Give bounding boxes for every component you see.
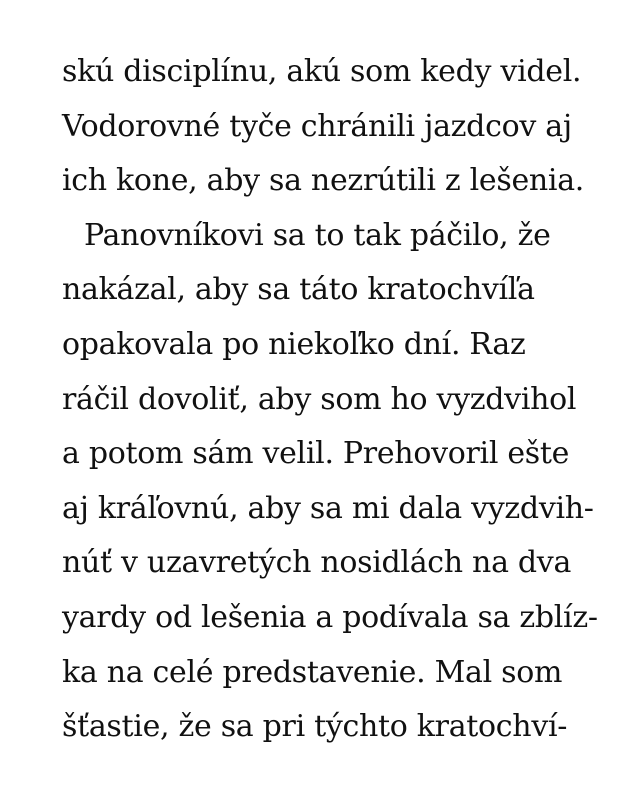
text-line-5: nakázal, aby sa táto kratochvíľa <box>62 272 535 308</box>
text-line-8: a potom sám velil. Prehovoril ešte <box>62 436 570 472</box>
text-line-2: Vodorovné tyče chránili jazdcov aj <box>62 108 572 144</box>
text-line-6: opakovala po niekoľko dní. Raz <box>62 326 526 362</box>
text-line-3: ich kone, aby sa nezrútili z lešenia. <box>62 163 585 199</box>
text-line-10: núť v uzavretých nosidlách na dva <box>62 545 572 581</box>
text-line-7: ráčil dovoliť, aby som ho vyzdvihol <box>62 381 577 417</box>
text-line-13: šťastie, že sa pri týchto kratochví- <box>62 709 568 745</box>
text-line-4: Panovníkovi sa to tak páčilo, že <box>84 217 551 253</box>
text-line-1: skú disciplínu, akú som kedy videl. <box>62 54 582 89</box>
text-line-11: yardy od lešenia a podívala sa zblíz- <box>62 599 598 635</box>
text-line-9: aj kráľovnú, aby sa mi dala vyzdvih- <box>62 490 594 526</box>
text-line-12: ka na celé predstavenie. Mal som <box>62 654 563 690</box>
